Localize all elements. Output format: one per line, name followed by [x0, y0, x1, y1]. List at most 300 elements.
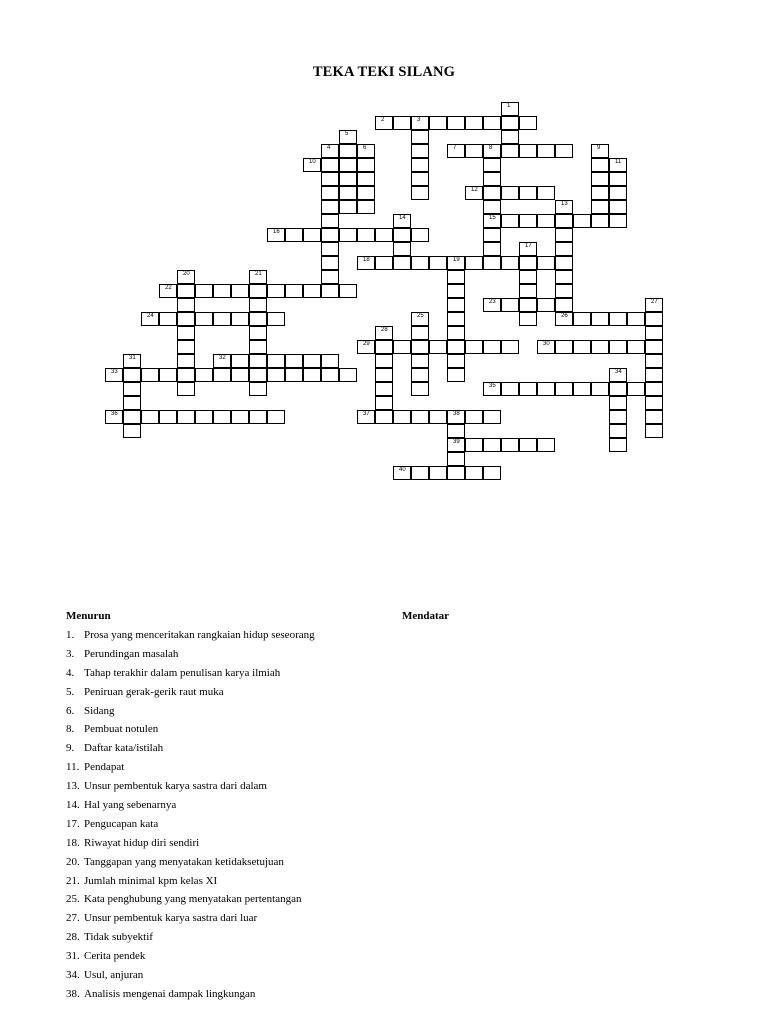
grid-cell[interactable] — [159, 312, 177, 326]
grid-cell[interactable] — [483, 200, 501, 214]
grid-cell[interactable] — [213, 410, 231, 424]
grid-cell[interactable] — [501, 298, 519, 312]
grid-cell[interactable] — [375, 354, 393, 368]
grid-cell[interactable] — [249, 368, 267, 382]
grid-cell[interactable] — [555, 242, 573, 256]
grid-cell[interactable] — [555, 298, 573, 312]
grid-cell[interactable] — [321, 256, 339, 270]
grid-cell[interactable] — [375, 396, 393, 410]
grid-cell[interactable] — [339, 158, 357, 172]
grid-cell[interactable] — [321, 158, 339, 172]
grid-cell[interactable] — [213, 284, 231, 298]
grid-cell[interactable] — [591, 158, 609, 172]
grid-cell[interactable] — [501, 382, 519, 396]
grid-cell[interactable] — [465, 256, 483, 270]
grid-cell[interactable] — [483, 466, 501, 480]
grid-cell[interactable] — [591, 200, 609, 214]
clue-index: 20. — [66, 855, 80, 868]
grid-cell[interactable] — [249, 326, 267, 340]
clue-index: 14. — [66, 799, 80, 812]
grid-cell[interactable] — [447, 312, 465, 326]
grid-cell[interactable] — [555, 144, 573, 158]
down-clue — [66, 930, 315, 949]
clue-index: 9. — [66, 742, 75, 755]
grid-cell[interactable] — [267, 354, 285, 368]
grid-cell[interactable] — [123, 382, 141, 396]
grid-cell[interactable] — [645, 326, 663, 340]
grid-cell[interactable] — [375, 340, 393, 354]
grid-cell[interactable] — [519, 382, 537, 396]
grid-cell[interactable] — [303, 354, 321, 368]
grid-cell[interactable] — [357, 158, 375, 172]
grid-cell[interactable] — [339, 228, 357, 242]
clue-text: Pembuat notulen — [84, 723, 159, 736]
grid-cell[interactable] — [393, 228, 411, 242]
grid-cell[interactable] — [609, 172, 627, 186]
clue-number-39: 39 — [453, 439, 460, 445]
grid-cell[interactable] — [375, 382, 393, 396]
grid-cell[interactable] — [159, 368, 177, 382]
grid-cell[interactable] — [519, 144, 537, 158]
grid-cell[interactable] — [231, 410, 249, 424]
grid-cell[interactable] — [537, 214, 555, 228]
grid-cell[interactable] — [519, 256, 537, 270]
grid-cell[interactable] — [141, 368, 159, 382]
grid-cell[interactable] — [393, 410, 411, 424]
grid-cell[interactable] — [447, 298, 465, 312]
clue-number-8: 8 — [489, 145, 493, 151]
grid-cell[interactable] — [609, 410, 627, 424]
grid-cell[interactable] — [537, 298, 555, 312]
grid-cell[interactable] — [465, 466, 483, 480]
clue-number-40: 40 — [399, 467, 406, 473]
grid-cell[interactable] — [231, 284, 249, 298]
grid-cell[interactable] — [609, 186, 627, 200]
grid-cell[interactable] — [321, 368, 339, 382]
grid-cell[interactable] — [357, 186, 375, 200]
grid-cell[interactable] — [429, 340, 447, 354]
grid-cell[interactable] — [573, 382, 591, 396]
grid-cell[interactable] — [213, 368, 231, 382]
grid-cell[interactable] — [321, 270, 339, 284]
grid-cell[interactable] — [429, 410, 447, 424]
grid-cell[interactable] — [465, 438, 483, 452]
crossword-grid — [0, 0, 768, 500]
grid-cell[interactable] — [267, 368, 285, 382]
grid-cell[interactable] — [123, 396, 141, 410]
clue-text: Kata penghubung yang menyatakan pertentangan — [84, 893, 302, 906]
clue-text: Sidang — [84, 704, 115, 717]
grid-cell[interactable] — [591, 340, 609, 354]
clue-number-13: 13 — [561, 201, 568, 207]
grid-cell[interactable] — [195, 410, 213, 424]
grid-cell[interactable] — [465, 116, 483, 130]
clue-index: 5. — [66, 685, 75, 698]
grid-cell[interactable] — [411, 340, 429, 354]
grid-cell[interactable] — [321, 242, 339, 256]
clue-number-21: 21 — [255, 271, 262, 277]
grid-cell[interactable] — [249, 298, 267, 312]
grid-cell[interactable] — [411, 354, 429, 368]
grid-cell[interactable] — [375, 228, 393, 242]
grid-cell[interactable] — [339, 172, 357, 186]
clue-number-15: 15 — [489, 215, 496, 221]
grid-cell[interactable] — [537, 438, 555, 452]
grid-cell[interactable] — [357, 228, 375, 242]
grid-cell[interactable] — [483, 438, 501, 452]
grid-cell[interactable] — [501, 144, 519, 158]
grid-cell[interactable] — [447, 466, 465, 480]
grid-cell[interactable] — [375, 256, 393, 270]
grid-cell[interactable] — [465, 144, 483, 158]
grid-cell[interactable] — [483, 158, 501, 172]
grid-cell[interactable] — [501, 340, 519, 354]
grid-cell[interactable] — [123, 424, 141, 438]
grid-cell[interactable] — [177, 298, 195, 312]
down-clue — [66, 722, 315, 741]
grid-cell[interactable] — [465, 410, 483, 424]
grid-cell[interactable] — [537, 144, 555, 158]
clue-index: 6. — [66, 704, 75, 717]
grid-cell[interactable] — [447, 354, 465, 368]
grid-cell[interactable] — [177, 410, 195, 424]
clue-number-33: 33 — [111, 369, 118, 375]
grid-cell[interactable] — [267, 410, 285, 424]
grid-cell[interactable] — [231, 312, 249, 326]
clue-text: Pengucapan kata — [84, 817, 159, 830]
grid-cell[interactable] — [285, 228, 303, 242]
clue-number-4: 4 — [327, 145, 331, 151]
grid-cell[interactable] — [645, 424, 663, 438]
clue-number-29: 29 — [363, 341, 370, 347]
grid-cell[interactable] — [411, 256, 429, 270]
grid-cell[interactable] — [177, 340, 195, 354]
grid-cell[interactable] — [555, 228, 573, 242]
grid-cell[interactable] — [555, 256, 573, 270]
grid-cell[interactable] — [609, 382, 627, 396]
grid-cell[interactable] — [429, 116, 447, 130]
grid-cell[interactable] — [393, 256, 411, 270]
clue-text: Pendapat — [84, 761, 125, 774]
grid-cell[interactable] — [645, 354, 663, 368]
grid-cell[interactable] — [537, 256, 555, 270]
grid-cell[interactable] — [195, 368, 213, 382]
grid-cell[interactable] — [411, 228, 429, 242]
grid-cell[interactable] — [411, 382, 429, 396]
down-clue — [66, 741, 315, 760]
grid-cell[interactable] — [285, 284, 303, 298]
grid-cell[interactable] — [411, 158, 429, 172]
grid-cell[interactable] — [483, 340, 501, 354]
grid-cell[interactable] — [501, 256, 519, 270]
grid-cell[interactable] — [519, 116, 537, 130]
clue-number-32: 32 — [219, 355, 226, 361]
grid-cell[interactable] — [177, 382, 195, 396]
clue-number-27: 27 — [651, 299, 658, 305]
grid-cell[interactable] — [609, 424, 627, 438]
grid-cell[interactable] — [249, 284, 267, 298]
clue-number-24: 24 — [147, 313, 154, 319]
grid-cell[interactable] — [555, 284, 573, 298]
down-clue — [66, 685, 315, 704]
grid-cell[interactable] — [411, 130, 429, 144]
grid-cell[interactable] — [591, 214, 609, 228]
grid-cell[interactable] — [645, 312, 663, 326]
down-clue — [66, 704, 315, 723]
grid-cell[interactable] — [339, 186, 357, 200]
grid-cell[interactable] — [483, 410, 501, 424]
grid-cell[interactable] — [609, 312, 627, 326]
clue-number-23: 23 — [489, 299, 496, 305]
clue-index: 27. — [66, 912, 80, 925]
clue-index: 25. — [66, 893, 80, 906]
down-clue — [66, 949, 315, 968]
grid-cell[interactable] — [573, 214, 591, 228]
grid-cell[interactable] — [249, 410, 267, 424]
grid-cell[interactable] — [537, 186, 555, 200]
grid-cell[interactable] — [195, 284, 213, 298]
grid-cell[interactable] — [195, 312, 213, 326]
grid-cell[interactable] — [321, 214, 339, 228]
clue-number-36: 36 — [111, 411, 118, 417]
clue-number-19: 19 — [453, 257, 460, 263]
grid-cell[interactable] — [339, 200, 357, 214]
grid-cell[interactable] — [591, 382, 609, 396]
clue-number-3: 3 — [417, 117, 421, 123]
grid-cell[interactable] — [627, 340, 645, 354]
clue-index: 3. — [66, 647, 75, 660]
grid-cell[interactable] — [303, 368, 321, 382]
grid-cell[interactable] — [519, 284, 537, 298]
grid-cell[interactable] — [321, 172, 339, 186]
clue-text: Usul, anjuran — [84, 969, 144, 982]
grid-cell[interactable] — [609, 396, 627, 410]
grid-cell[interactable] — [483, 242, 501, 256]
grid-cell[interactable] — [141, 410, 159, 424]
grid-cell[interactable] — [609, 214, 627, 228]
grid-cell[interactable] — [393, 116, 411, 130]
grid-cell[interactable] — [411, 172, 429, 186]
clue-text: Tahap terakhir dalam penulisan karya ilmiah — [84, 666, 281, 679]
down-clue — [66, 874, 315, 893]
clue-number-37: 37 — [363, 411, 370, 417]
grid-cell[interactable] — [627, 382, 645, 396]
down-clue — [66, 647, 315, 666]
grid-cell[interactable] — [483, 172, 501, 186]
grid-cell[interactable] — [411, 466, 429, 480]
clue-number-7: 7 — [453, 145, 457, 151]
grid-cell[interactable] — [573, 312, 591, 326]
grid-cell[interactable] — [555, 340, 573, 354]
clue-number-6: 6 — [363, 145, 367, 151]
grid-cell[interactable] — [609, 438, 627, 452]
grid-cell[interactable] — [573, 340, 591, 354]
grid-cell[interactable] — [321, 228, 339, 242]
clue-number-20: 20 — [183, 271, 190, 277]
down-clue — [66, 628, 315, 647]
grid-cell[interactable] — [375, 368, 393, 382]
clue-index: 18. — [66, 836, 80, 849]
grid-cell[interactable] — [645, 382, 663, 396]
grid-cell[interactable] — [177, 284, 195, 298]
grid-cell[interactable] — [123, 368, 141, 382]
grid-cell[interactable] — [393, 340, 411, 354]
grid-cell[interactable] — [555, 270, 573, 284]
clue-number-18: 18 — [363, 257, 370, 263]
grid-cell[interactable] — [447, 452, 465, 466]
clue-number-34: 34 — [615, 369, 622, 375]
grid-cell[interactable] — [519, 270, 537, 284]
grid-cell[interactable] — [501, 116, 519, 130]
grid-cell[interactable] — [447, 116, 465, 130]
clue-number-9: 9 — [597, 145, 601, 151]
grid-cell[interactable] — [411, 368, 429, 382]
down-clue — [66, 836, 315, 855]
grid-cell[interactable] — [501, 214, 519, 228]
grid-cell[interactable] — [411, 326, 429, 340]
grid-cell[interactable] — [501, 186, 519, 200]
grid-cell[interactable] — [411, 410, 429, 424]
clue-number-2: 2 — [381, 117, 385, 123]
grid-cell[interactable] — [501, 438, 519, 452]
grid-cell[interactable] — [411, 144, 429, 158]
grid-cell[interactable] — [645, 396, 663, 410]
grid-cell[interactable] — [231, 368, 249, 382]
clue-text: Hal yang sebenarnya — [84, 799, 177, 812]
down-clue — [66, 666, 315, 685]
grid-cell[interactable] — [483, 116, 501, 130]
grid-cell[interactable] — [321, 354, 339, 368]
grid-cell[interactable] — [285, 354, 303, 368]
clue-index: 17. — [66, 817, 80, 830]
grid-cell[interactable] — [339, 284, 357, 298]
clue-text: Riwayat hidup diri sendiri — [84, 836, 200, 849]
clue-index: 31. — [66, 950, 80, 963]
grid-cell[interactable] — [177, 312, 195, 326]
grid-cell[interactable] — [393, 242, 411, 256]
grid-cell[interactable] — [231, 354, 249, 368]
grid-cell[interactable] — [519, 298, 537, 312]
clue-number-11: 11 — [615, 159, 622, 165]
clue-text: Daftar kata/istilah — [84, 742, 164, 755]
grid-cell[interactable] — [519, 438, 537, 452]
clue-number-28: 28 — [381, 327, 388, 333]
grid-cell[interactable] — [321, 284, 339, 298]
clue-number-10: 10 — [309, 159, 316, 165]
grid-cell[interactable] — [591, 312, 609, 326]
grid-cell[interactable] — [177, 354, 195, 368]
grid-cell[interactable] — [447, 270, 465, 284]
grid-cell[interactable] — [465, 340, 483, 354]
grid-cell[interactable] — [177, 368, 195, 382]
grid-cell[interactable] — [267, 284, 285, 298]
grid-cell[interactable] — [123, 410, 141, 424]
clue-number-26: 26 — [561, 313, 568, 319]
clue-number-12: 12 — [471, 187, 478, 193]
grid-cell[interactable] — [645, 340, 663, 354]
grid-cell[interactable] — [249, 340, 267, 354]
clue-index: 34. — [66, 969, 80, 982]
grid-cell[interactable] — [501, 130, 519, 144]
grid-cell[interactable] — [285, 368, 303, 382]
grid-cell[interactable] — [357, 200, 375, 214]
grid-cell[interactable] — [537, 382, 555, 396]
grid-cell[interactable] — [447, 424, 465, 438]
grid-cell[interactable] — [519, 312, 537, 326]
grid-cell[interactable] — [339, 368, 357, 382]
grid-cell[interactable] — [321, 200, 339, 214]
grid-cell[interactable] — [411, 186, 429, 200]
grid-cell[interactable] — [159, 410, 177, 424]
grid-cell[interactable] — [447, 284, 465, 298]
clue-index: 28. — [66, 931, 80, 944]
clue-text: Cerita pendek — [84, 950, 146, 963]
grid-cell[interactable] — [609, 340, 627, 354]
clue-text: Tidak subyektif — [84, 931, 153, 944]
clue-text: Jumlah minimal kpm kelas XI — [84, 874, 218, 887]
grid-cell[interactable] — [321, 186, 339, 200]
grid-cell[interactable] — [375, 410, 393, 424]
grid-cell[interactable] — [591, 172, 609, 186]
grid-cell[interactable] — [483, 186, 501, 200]
grid-cell[interactable] — [267, 312, 285, 326]
across-heading: Mendatar — [402, 610, 450, 622]
grid-cell[interactable] — [339, 144, 357, 158]
clue-number-22: 22 — [165, 285, 172, 291]
grid-cell[interactable] — [519, 214, 537, 228]
clue-text: Prosa yang menceritakan rangkaian hidup seseorang — [84, 629, 315, 641]
grid-cell[interactable] — [645, 410, 663, 424]
grid-cell[interactable] — [213, 312, 231, 326]
grid-cell[interactable] — [249, 354, 267, 368]
clue-text: Tanggapan yang menyatakan ketidaksetujuan — [84, 855, 284, 868]
grid-cell[interactable] — [177, 326, 195, 340]
grid-cell[interactable] — [645, 368, 663, 382]
grid-cell[interactable] — [303, 228, 321, 242]
down-clue — [66, 817, 315, 836]
grid-cell[interactable] — [249, 312, 267, 326]
grid-cell[interactable] — [303, 284, 321, 298]
grid-cell[interactable] — [519, 186, 537, 200]
grid-cell[interactable] — [483, 256, 501, 270]
grid-cell[interactable] — [555, 382, 573, 396]
grid-cell[interactable] — [627, 312, 645, 326]
down-clue — [66, 987, 315, 1006]
grid-cell[interactable] — [249, 382, 267, 396]
clue-number-5: 5 — [345, 131, 349, 137]
down-clue — [66, 779, 315, 798]
clue-number-16: 16 — [273, 229, 280, 235]
grid-cell[interactable] — [591, 186, 609, 200]
grid-cell[interactable] — [429, 256, 447, 270]
grid-cell[interactable] — [447, 340, 465, 354]
down-clue-list — [66, 628, 315, 1006]
grid-cell[interactable] — [483, 228, 501, 242]
grid-cell[interactable] — [609, 200, 627, 214]
grid-cell[interactable] — [447, 326, 465, 340]
clue-number-25: 25 — [417, 313, 424, 319]
grid-cell[interactable] — [447, 368, 465, 382]
clue-text: Unsur pembentuk karya sastra dari luar — [84, 912, 258, 925]
down-clue — [66, 855, 315, 874]
grid-cell[interactable] — [429, 466, 447, 480]
grid-cell[interactable] — [357, 172, 375, 186]
clue-number-38: 38 — [453, 411, 460, 417]
clue-index: 21. — [66, 874, 80, 887]
down-clue — [66, 892, 315, 911]
grid-cell[interactable] — [555, 214, 573, 228]
clue-text: Analisis mengenai dampak lingkungan — [84, 987, 256, 1000]
